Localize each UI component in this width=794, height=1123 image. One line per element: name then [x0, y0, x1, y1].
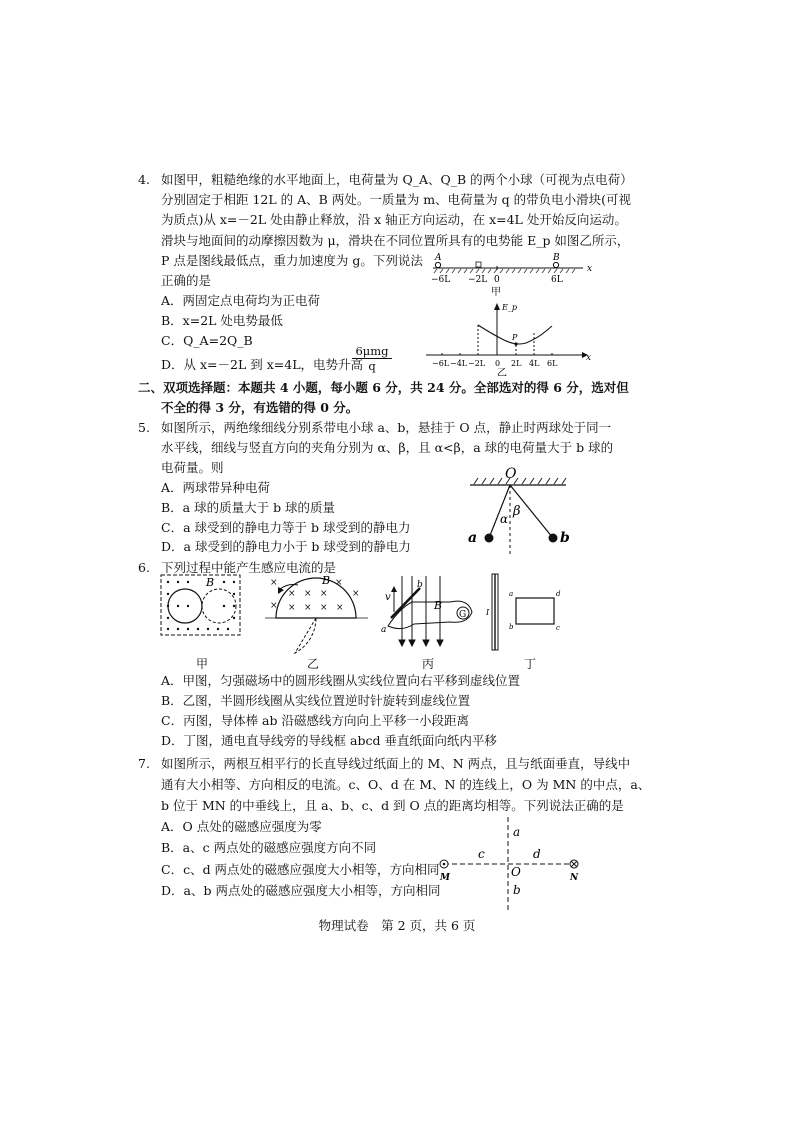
svg-text:×: ×	[288, 603, 296, 613]
q6-caption-bing: 丙	[422, 657, 435, 671]
q7-label-m: M	[440, 873, 450, 883]
q6-option-d: D．丁图，通电直导线旁的导线框 abcd 垂直纸面向纸内平移	[161, 733, 497, 748]
q5-label-a: a	[468, 530, 478, 546]
q7-stem-line-2: 通有大小相等、方向相反的电流。c、O、d 在 M、N 的连线上，O 为 MN 的中点，a、	[161, 777, 651, 792]
page-footer: 物理试卷 第 2 页，共 6 页	[318, 918, 476, 933]
q4-fraction-denominator: q	[368, 359, 376, 373]
q6-stem: 下列过程中能产生感应电流的是	[161, 560, 337, 575]
q7-label-a: a	[513, 825, 521, 839]
q5-figure	[460, 465, 580, 555]
svg-text:×: ×	[335, 578, 343, 588]
q4-jia-tick: −6L	[431, 275, 451, 285]
q4-figure-yi	[422, 300, 594, 376]
svg-text:×: ×	[270, 578, 278, 588]
q5-option-a: A．两球带异种电荷	[161, 480, 271, 495]
q6-number: 6.	[138, 560, 150, 575]
q6-option-b: B．乙图，半圆形线圈从实线位置逆时针旋转到虚线位置	[161, 693, 471, 708]
svg-text:×: ×	[320, 603, 328, 613]
q4-jia-tick: −2L	[468, 275, 488, 285]
q4-stem-line-1: 如图甲，粗糙绝缘的水平地面上，电荷量为 Q_A、Q_B 的两个小球（可视为点电荷）	[161, 172, 633, 187]
q7-number: 7.	[138, 756, 150, 771]
q6-figure-jia	[161, 575, 240, 635]
q5-label-b: b	[560, 530, 570, 546]
q4-stem-line-6: 正确的是	[161, 273, 212, 288]
q6-jia-label-b: B	[206, 576, 215, 589]
q4-figure-jia	[425, 252, 595, 298]
q6-option-a: A．甲图，匀强磁场中的圆形线圈从实线位置向右平移到虚线位置	[161, 673, 521, 688]
q4-yi-caption: 乙	[497, 368, 507, 376]
q6-caption-yi: 乙	[307, 657, 320, 671]
q4-yi-tick: 0	[495, 359, 501, 368]
q5-option-c: C．a 球受到的静电力等于 b 球受到的静电力	[161, 520, 411, 535]
q4-jia-axis: x	[587, 264, 593, 274]
q4-option-c: C．Q_A=2Q_B	[161, 333, 253, 348]
section-2-title: 二、双项选择题：本题共 4 小题，每小题 6 分，共 24 分。全部选对的得 6 分，选对但	[138, 380, 629, 395]
section-2-rule: 不全的得 3 分，有选错的得 0 分。	[161, 400, 359, 415]
q6-bing-label-g: G	[459, 610, 467, 620]
q6-figure-yi	[265, 574, 368, 653]
q4-yi-tick: 2L	[511, 359, 522, 368]
q5-label-alpha: α	[500, 512, 509, 526]
svg-text:×: ×	[304, 603, 312, 613]
q6-yi-label-b: B	[322, 574, 331, 587]
q6-ding-label-b: b	[509, 623, 514, 631]
q4-stem-line-3: 为质点)从 x=－2L 处由静止释放，沿 x 轴正方向运动，在 x=4L 处开始反向运动。	[161, 212, 627, 227]
q4-yi-tick: −4L	[450, 359, 468, 368]
q4-yi-tick: 6L	[547, 359, 558, 368]
q4-yi-tick: 4L	[529, 359, 540, 368]
q4-yi-axis: x	[586, 353, 592, 363]
q4-yi-point: P	[512, 333, 518, 342]
q7-stem-line-3: b 位于 MN 的中垂线上，且 a、b、c、d 到 O 点的距离均相等。下列说法正确的是	[161, 798, 624, 813]
svg-text:×: ×	[336, 603, 344, 613]
q7-stem-line-1: 如图所示，两根互相平行的长直导线过纸面上的 M、N 两点，且与纸面垂直，导线中	[161, 756, 631, 771]
q6-bing-label-B: B	[434, 599, 443, 612]
q6-ding-label-i: I	[486, 608, 490, 617]
q6-option-c: C．丙图，导体棒 ab 沿磁感线方向向上平移一小段距离	[161, 713, 469, 728]
q5-stem-line-3: 电荷量。则	[161, 460, 224, 475]
q6-caption-jia: 甲	[196, 657, 209, 671]
q7-option-a: A．O 点处的磁感应强度为零	[161, 819, 322, 834]
q4-jia-tick: 6L	[551, 275, 563, 285]
q4-jia-label-a: A	[435, 253, 442, 263]
q4-jia-label-b: B	[553, 253, 560, 263]
q4-yi-tick: −6L	[432, 359, 450, 368]
q4-yi-ylabel: E_p	[502, 303, 517, 312]
q7-option-b: B．a、c 两点处的磁感应强度方向不同	[161, 840, 377, 855]
q7-label-b: b	[513, 883, 521, 897]
q4-number: 4.	[138, 172, 150, 187]
q7-label-n: N	[570, 873, 579, 883]
q4-stem-line-5: P 点是图线最低点，重力加速度为 g。下列说法	[161, 253, 423, 268]
q6-caption-ding: 丁	[524, 657, 537, 671]
q6-ding-label-a: a	[509, 590, 514, 598]
q5-label-beta: β	[513, 504, 521, 519]
q5-label-o: O	[505, 466, 517, 482]
svg-text:×: ×	[270, 601, 278, 611]
q7-figure	[432, 814, 592, 914]
q6-bing-label-v: v	[385, 592, 391, 603]
q4-fraction-numerator: 6μmg	[352, 344, 392, 359]
q5-stem-line-1: 如图所示，两绝缘细线分别系带电小球 a、b，悬挂于 O 点，静止时两球处于同一	[161, 420, 612, 435]
q5-option-b: B．a 球的质量大于 b 球的质量	[161, 500, 336, 515]
svg-text:×: ×	[304, 589, 312, 599]
q4-fraction	[352, 344, 392, 373]
q5-number: 5.	[138, 420, 150, 435]
q6-bing-label-b: b	[417, 580, 423, 590]
q6-ding-label-d: d	[556, 590, 561, 598]
q4-option-a: A．两固定点电荷均为正电荷	[161, 293, 321, 308]
q6-bing-label-a: a	[381, 625, 387, 635]
q7-option-c: C．c、d 两点处的磁感应强度大小相等，方向相同	[161, 862, 440, 877]
q6-figure-ding	[485, 574, 561, 650]
q4-option-d: D．从 x=－2L 到 x=4L，电势升高	[161, 357, 363, 372]
svg-text:×: ×	[352, 589, 360, 599]
q4-stem-line-2: 分别固定于相距 12L 的 A、B 两处。一质量为 m、电荷量为 q 的带负电小滑块(可视	[161, 192, 631, 207]
q4-jia-caption: 甲	[491, 287, 501, 298]
q7-option-d: D．a、b 两点处的磁感应强度大小相等，方向相同	[161, 883, 441, 898]
svg-text:×: ×	[320, 589, 328, 599]
q4-yi-tick: −2L	[468, 359, 486, 368]
q6-figure-bing	[381, 576, 472, 646]
q7-label-c: c	[478, 847, 485, 861]
q4-option-b: B．x=2L 处电势最低	[161, 313, 283, 328]
q4-jia-tick: 0	[494, 275, 500, 285]
q7-label-o: O	[511, 865, 521, 879]
svg-text:×: ×	[288, 589, 296, 599]
q6-ding-label-c: c	[556, 624, 560, 632]
q5-option-d: D．a 球受到的静电力小于 b 球受到的静电力	[161, 539, 411, 554]
q5-stem-line-2: 水平线，细线与竖直方向的夹角分别为 α、β，且 α<β，a 球的电荷量大于 b 球的	[161, 440, 614, 455]
q4-stem-line-4: 滑块与地面间的动摩擦因数为 μ，滑块在不同位置所具有的电势能 E_p 如图乙所示，	[161, 233, 630, 248]
q7-label-d: d	[533, 847, 541, 861]
